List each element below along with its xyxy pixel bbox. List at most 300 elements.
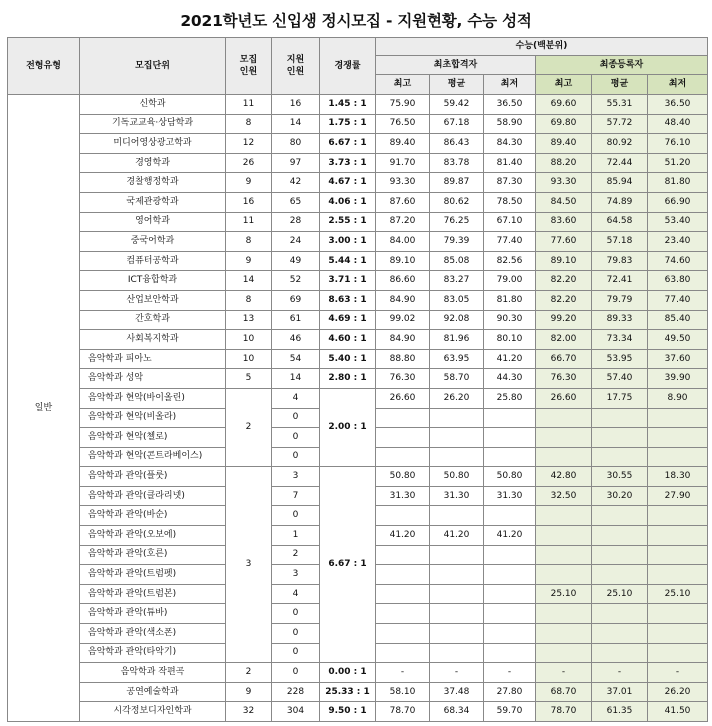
final-avg-cell: 72.41 [592,271,648,291]
applicants-cell: 4 [272,584,320,604]
unit-cell: 산업보안학과 [80,290,226,310]
final-min-cell [648,643,708,663]
final-max-cell [536,643,592,663]
final-min-cell: 85.40 [648,310,708,330]
table-row [8,134,708,154]
table-row [8,173,708,193]
final-min-cell: 26.20 [648,682,708,702]
unit-cell: 경영학과 [80,153,226,173]
initial-min-cell: 58.90 [484,114,536,134]
initial-avg-cell: 31.30 [430,486,484,506]
quota-cell: 11 [226,212,272,232]
initial-min-cell [484,624,536,644]
unit-cell: 음악학과 현악(첼로) [80,428,226,448]
final-avg-cell: 80.92 [592,134,648,154]
final-avg-cell [592,447,648,467]
applicants-cell: 7 [272,486,320,506]
unit-cell: 음악학과 피아노 [80,349,226,369]
table-row [8,271,708,291]
final-avg-cell: 89.33 [592,310,648,330]
table-row [8,349,708,369]
table-row [8,95,708,115]
final-max-cell: 89.40 [536,134,592,154]
ratio-cell: 4.67 : 1 [320,173,376,193]
quota-cell: 10 [226,349,272,369]
applicants-cell: 4 [272,388,320,408]
applicants-cell: 0 [272,408,320,428]
initial-min-cell: 67.10 [484,212,536,232]
quota-cell: 10 [226,330,272,350]
final-min-cell [648,428,708,448]
applicants-cell: 0 [272,643,320,663]
final-avg-cell: 53.95 [592,349,648,369]
header-final-registration: 최종등록자 [536,56,708,75]
final-avg-cell: 55.31 [592,95,648,115]
initial-avg-cell: 92.08 [430,310,484,330]
final-min-cell: 37.60 [648,349,708,369]
applicants-cell: 3 [272,565,320,585]
applicants-cell: 2 [272,545,320,565]
final-avg-cell: 61.35 [592,702,648,722]
final-avg-cell [592,408,648,428]
final-max-cell: 69.60 [536,95,592,115]
final-avg-cell [592,545,648,565]
table-row [8,369,708,389]
final-max-cell: 68.70 [536,682,592,702]
initial-min-cell: 87.30 [484,173,536,193]
final-max-cell [536,408,592,428]
final-min-cell [648,447,708,467]
initial-avg-cell: 83.27 [430,271,484,291]
final-min-cell: 53.40 [648,212,708,232]
unit-cell: ICT융합학과 [80,271,226,291]
unit-cell: 음악학과 관악(트럼본) [80,584,226,604]
final-min-cell: 8.90 [648,388,708,408]
ratio-cell: 2.00 : 1 [320,388,376,466]
applicants-cell: 24 [272,232,320,252]
unit-cell: 경찰행정학과 [80,173,226,193]
applicants-cell: 97 [272,153,320,173]
initial-avg-cell: 63.95 [430,349,484,369]
final-max-cell [536,545,592,565]
final-min-cell [648,408,708,428]
final-max-cell: 69.80 [536,114,592,134]
ratio-cell: 5.40 : 1 [320,349,376,369]
unit-cell: 음악학과 관악(튜바) [80,604,226,624]
initial-max-cell: 93.30 [376,173,430,193]
initial-min-cell: 50.80 [484,467,536,487]
applicants-cell: 16 [272,95,320,115]
initial-max-cell [376,408,430,428]
unit-cell: 미디어영상광고학과 [80,134,226,154]
initial-avg-cell [430,643,484,663]
unit-cell: 신학과 [80,95,226,115]
initial-max-cell: 89.40 [376,134,430,154]
quota-cell: 3 [226,467,272,663]
initial-avg-cell: 41.20 [430,526,484,546]
initial-max-cell: 99.02 [376,310,430,330]
ratio-cell: 6.67 : 1 [320,134,376,154]
initial-max-cell: 84.00 [376,232,430,252]
initial-avg-cell: 89.87 [430,173,484,193]
final-max-cell: 88.20 [536,153,592,173]
final-avg-cell [592,565,648,585]
initial-max-cell: 87.20 [376,212,430,232]
applicants-cell: 0 [272,663,320,683]
final-avg-cell: 72.44 [592,153,648,173]
applicants-cell: 54 [272,349,320,369]
ratio-cell: 5.44 : 1 [320,251,376,271]
final-max-cell: 77.60 [536,232,592,252]
initial-max-cell [376,604,430,624]
quota-cell: 9 [226,251,272,271]
initial-min-cell: 44.30 [484,369,536,389]
final-avg-cell: 25.10 [592,584,648,604]
initial-min-cell: 77.40 [484,232,536,252]
final-min-cell: 77.40 [648,290,708,310]
final-min-cell: 48.40 [648,114,708,134]
initial-min-cell: - [484,663,536,683]
initial-avg-cell: 83.05 [430,290,484,310]
final-min-cell [648,506,708,526]
initial-min-cell [484,506,536,526]
unit-cell: 음악학과 관악(클라리넷) [80,486,226,506]
applicants-cell: 14 [272,114,320,134]
final-min-cell: 41.50 [648,702,708,722]
quota-cell: 8 [226,290,272,310]
final-max-cell: 93.30 [536,173,592,193]
final-max-cell: 82.20 [536,290,592,310]
header-type: 전형유형 [8,38,80,95]
initial-avg-cell [430,506,484,526]
final-avg-cell [592,624,648,644]
ratio-cell: 4.06 : 1 [320,192,376,212]
header-final-max: 최고 [536,75,592,95]
initial-max-cell: 75.90 [376,95,430,115]
initial-max-cell: 76.30 [376,369,430,389]
final-min-cell [648,526,708,546]
unit-cell: 음악학과 관악(트럼펫) [80,565,226,585]
initial-avg-cell: 83.78 [430,153,484,173]
initial-max-cell: 26.60 [376,388,430,408]
final-min-cell [648,604,708,624]
initial-min-cell [484,545,536,565]
applicants-cell: 14 [272,369,320,389]
initial-max-cell: 41.20 [376,526,430,546]
admissions-table [7,37,708,722]
final-min-cell: 63.80 [648,271,708,291]
final-max-cell: 78.70 [536,702,592,722]
initial-avg-cell [430,545,484,565]
header-suneung: 수능(백분위) [376,38,708,56]
final-max-cell: 32.50 [536,486,592,506]
initial-min-cell: 41.20 [484,526,536,546]
applicants-cell: 69 [272,290,320,310]
initial-max-cell [376,584,430,604]
ratio-cell: 25.33 : 1 [320,682,376,702]
initial-max-cell: 76.50 [376,114,430,134]
table-row [8,153,708,173]
initial-avg-cell: 58.70 [430,369,484,389]
initial-min-cell: 81.80 [484,290,536,310]
final-max-cell: 25.10 [536,584,592,604]
initial-min-cell: 25.80 [484,388,536,408]
initial-max-cell: - [376,663,430,683]
final-avg-cell: - [592,663,648,683]
final-min-cell: 25.10 [648,584,708,604]
ratio-cell: 2.55 : 1 [320,212,376,232]
final-min-cell: 74.60 [648,251,708,271]
header-initial-pass: 최초합격자 [376,56,536,75]
initial-avg-cell [430,584,484,604]
applicants-cell: 46 [272,330,320,350]
initial-min-cell: 84.30 [484,134,536,154]
applicants-cell: 228 [272,682,320,702]
initial-min-cell: 78.50 [484,192,536,212]
ratio-cell: 2.80 : 1 [320,369,376,389]
final-max-cell [536,526,592,546]
initial-avg-cell: 68.34 [430,702,484,722]
final-avg-cell: 17.75 [592,388,648,408]
initial-max-cell [376,643,430,663]
applicants-cell: 0 [272,624,320,644]
unit-cell: 음악학과 작편곡 [80,663,226,683]
applicants-cell: 304 [272,702,320,722]
unit-cell: 음악학과 관악(색소폰) [80,624,226,644]
quota-cell: 14 [226,271,272,291]
unit-cell: 음악학과 관악(호른) [80,545,226,565]
type-cell: 일반 [8,95,80,722]
final-min-cell: 23.40 [648,232,708,252]
ratio-cell: 8.63 : 1 [320,290,376,310]
quota-cell: 8 [226,114,272,134]
quota-cell: 5 [226,369,272,389]
initial-min-cell [484,428,536,448]
applicants-cell: 0 [272,447,320,467]
quota-cell: 16 [226,192,272,212]
unit-cell: 컴퓨터공학과 [80,251,226,271]
final-max-cell: 89.10 [536,251,592,271]
final-max-cell [536,565,592,585]
applicants-cell: 0 [272,604,320,624]
initial-min-cell [484,604,536,624]
quota-cell: 26 [226,153,272,173]
final-avg-cell: 79.79 [592,290,648,310]
initial-avg-cell: 59.42 [430,95,484,115]
ratio-cell: 3.73 : 1 [320,153,376,173]
applicants-cell: 0 [272,506,320,526]
final-avg-cell: 64.58 [592,212,648,232]
ratio-cell: 9.50 : 1 [320,702,376,722]
header-final-min: 최저 [648,75,708,95]
applicants-cell: 61 [272,310,320,330]
initial-min-cell: 81.40 [484,153,536,173]
final-max-cell: 82.20 [536,271,592,291]
initial-avg-cell: 37.48 [430,682,484,702]
initial-max-cell: 31.30 [376,486,430,506]
final-min-cell: 49.50 [648,330,708,350]
unit-cell: 음악학과 현악(콘트라베이스) [80,447,226,467]
ratio-cell: 1.45 : 1 [320,95,376,115]
unit-cell: 기독교교육·상담학과 [80,114,226,134]
initial-avg-cell [430,447,484,467]
unit-cell: 시각정보디자인학과 [80,702,226,722]
final-min-cell: 18.30 [648,467,708,487]
applicants-cell: 49 [272,251,320,271]
table-row [8,388,708,408]
final-avg-cell: 57.18 [592,232,648,252]
initial-avg-cell: 50.80 [430,467,484,487]
table-row [8,682,708,702]
initial-avg-cell [430,408,484,428]
final-avg-cell: 30.20 [592,486,648,506]
final-min-cell [648,624,708,644]
initial-min-cell: 59.70 [484,702,536,722]
ratio-cell: 1.75 : 1 [320,114,376,134]
header-initial-avg: 평균 [430,75,484,95]
final-avg-cell: 37.01 [592,682,648,702]
initial-min-cell: 27.80 [484,682,536,702]
final-min-cell: - [648,663,708,683]
final-avg-cell: 57.72 [592,114,648,134]
unit-cell: 음악학과 현악(바이올린) [80,388,226,408]
final-avg-cell [592,526,648,546]
table-row [8,114,708,134]
initial-max-cell [376,428,430,448]
unit-cell: 음악학과 관악(바순) [80,506,226,526]
initial-max-cell [376,447,430,467]
unit-cell: 사회복지학과 [80,330,226,350]
initial-avg-cell [430,624,484,644]
table-row [8,192,708,212]
header-quota: 모집 인원 [226,38,272,95]
ratio-cell: 3.71 : 1 [320,271,376,291]
ratio-cell: 0.00 : 1 [320,663,376,683]
initial-avg-cell: 85.08 [430,251,484,271]
unit-cell: 음악학과 관악(플룻) [80,467,226,487]
final-max-cell: 99.20 [536,310,592,330]
final-min-cell: 27.90 [648,486,708,506]
final-max-cell [536,428,592,448]
final-min-cell: 36.50 [648,95,708,115]
page-title: 2021학년도 신입생 정시모집 - 지원현황, 수능 성적 [180,12,532,30]
applicants-cell: 80 [272,134,320,154]
initial-avg-cell: 79.39 [430,232,484,252]
initial-min-cell: 36.50 [484,95,536,115]
header-initial-min: 최저 [484,75,536,95]
initial-max-cell: 89.10 [376,251,430,271]
initial-max-cell: 50.80 [376,467,430,487]
initial-min-cell: 80.10 [484,330,536,350]
initial-min-cell [484,584,536,604]
final-min-cell: 81.80 [648,173,708,193]
initial-avg-cell: 26.20 [430,388,484,408]
final-avg-cell: 74.89 [592,192,648,212]
initial-avg-cell: 80.62 [430,192,484,212]
final-max-cell [536,506,592,526]
initial-max-cell [376,565,430,585]
unit-cell: 중국어학과 [80,232,226,252]
final-avg-cell [592,643,648,663]
initial-min-cell: 41.20 [484,349,536,369]
table-row [8,330,708,350]
initial-min-cell: 90.30 [484,310,536,330]
unit-cell: 음악학과 현악(비올라) [80,408,226,428]
header-initial-max: 최고 [376,75,430,95]
unit-cell: 간호학과 [80,310,226,330]
unit-cell: 영어학과 [80,212,226,232]
applicants-cell: 3 [272,467,320,487]
final-min-cell: 39.90 [648,369,708,389]
final-max-cell: 82.00 [536,330,592,350]
initial-max-cell: 58.10 [376,682,430,702]
initial-max-cell: 91.70 [376,153,430,173]
ratio-cell: 4.69 : 1 [320,310,376,330]
applicants-cell: 0 [272,428,320,448]
table-row [8,310,708,330]
applicants-cell: 52 [272,271,320,291]
initial-max-cell: 78.70 [376,702,430,722]
initial-avg-cell [430,428,484,448]
header-unit: 모집단위 [80,38,226,95]
initial-min-cell: 79.00 [484,271,536,291]
quota-cell: 32 [226,702,272,722]
final-avg-cell: 79.83 [592,251,648,271]
quota-cell: 13 [226,310,272,330]
final-min-cell: 76.10 [648,134,708,154]
initial-min-cell [484,643,536,663]
unit-cell: 공연예술학과 [80,682,226,702]
initial-min-cell [484,408,536,428]
initial-max-cell: 84.90 [376,290,430,310]
final-avg-cell: 30.55 [592,467,648,487]
table-row [8,251,708,271]
applicants-cell: 42 [272,173,320,193]
initial-min-cell: 31.30 [484,486,536,506]
final-max-cell: 76.30 [536,369,592,389]
final-avg-cell [592,428,648,448]
final-max-cell: 26.60 [536,388,592,408]
quota-cell: 12 [226,134,272,154]
initial-max-cell [376,506,430,526]
final-avg-cell: 73.34 [592,330,648,350]
initial-avg-cell: - [430,663,484,683]
initial-max-cell: 87.60 [376,192,430,212]
quota-cell: 9 [226,682,272,702]
header-ratio: 경쟁률 [320,38,376,95]
quota-cell: 2 [226,388,272,466]
initial-max-cell: 88.80 [376,349,430,369]
final-avg-cell [592,604,648,624]
final-min-cell: 51.20 [648,153,708,173]
table-row [8,467,708,487]
quota-cell: 8 [226,232,272,252]
initial-avg-cell: 81.96 [430,330,484,350]
final-max-cell: - [536,663,592,683]
initial-min-cell: 82.56 [484,251,536,271]
ratio-cell: 6.67 : 1 [320,467,376,663]
initial-min-cell [484,565,536,585]
initial-max-cell [376,545,430,565]
final-min-cell [648,565,708,585]
table-row [8,212,708,232]
applicants-cell: 65 [272,192,320,212]
unit-cell: 음악학과 관악(타악기) [80,643,226,663]
table-row [8,663,708,683]
header-applicants: 지원 인원 [272,38,320,95]
unit-cell: 음악학과 관악(오보에) [80,526,226,546]
initial-max-cell: 84.90 [376,330,430,350]
